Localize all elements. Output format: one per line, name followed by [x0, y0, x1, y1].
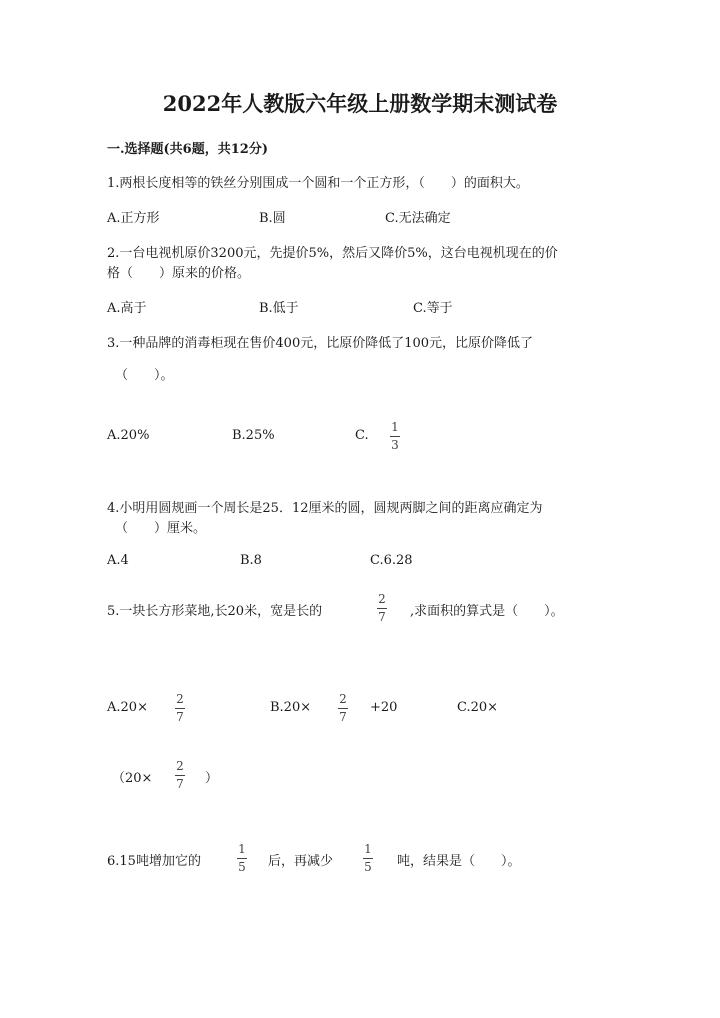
option-b: B.25%	[232, 428, 275, 443]
denominator: 7	[378, 610, 386, 624]
option-c-suffix: ）	[205, 771, 219, 786]
question-text: 1.两根长度相等的铁丝分别围成一个圆和一个正方形，（ ）的面积大。	[107, 176, 529, 191]
option-b: B.圆	[259, 211, 286, 226]
option-c: C.等于	[413, 301, 453, 316]
numerator: 2	[378, 592, 386, 606]
option-a: A.20%	[107, 428, 150, 443]
numerator: 2	[176, 759, 184, 773]
page-title: 2022年人教版六年级上册数学期末测试卷	[162, 91, 558, 116]
option-c: C.20×	[457, 700, 499, 715]
numerator: 2	[176, 692, 184, 706]
fraction	[390, 421, 400, 452]
denominator: 7	[176, 777, 184, 791]
question-text: 3.一种品牌的消毒柜现在售价400元，比原价降低了100元，比原价降低了	[107, 336, 534, 351]
numerator: 2	[339, 692, 347, 706]
fraction-bar	[390, 436, 400, 437]
fraction-bar	[377, 608, 387, 609]
question-text: 4.小明用圆规画一个周长是25．12厘米的圆，圆规两脚之间的距离应确定为	[107, 501, 543, 516]
question-text-cont: 后，再减少	[268, 854, 334, 869]
fraction-bar	[338, 708, 348, 709]
fraction-bar	[363, 858, 373, 859]
denominator: 7	[176, 710, 184, 724]
fraction-bar	[175, 708, 185, 709]
option-a: A.正方形	[107, 211, 160, 226]
denominator: 7	[339, 710, 347, 724]
question-text-cont: （ ）。	[115, 368, 174, 383]
fraction	[377, 593, 387, 624]
question-text-end: 吨，结果是（ ）。	[397, 854, 521, 869]
option-b-fraction	[338, 693, 348, 724]
option-a: A.高于	[107, 301, 147, 316]
option-c: C.无法确定	[385, 211, 451, 226]
option-b: B.8	[240, 553, 262, 568]
option-b-suffix: +20	[370, 700, 398, 715]
denominator: 5	[238, 860, 246, 874]
question-text-cont: （ ）厘米。	[115, 521, 207, 536]
option-c-fraction	[175, 760, 185, 791]
denominator: 3	[391, 438, 399, 452]
fraction-bar	[237, 858, 247, 859]
option-b: B.20×	[270, 700, 312, 715]
fraction-bar	[175, 775, 185, 776]
section-heading: 一.选择题(共6题，共12分)	[107, 142, 268, 157]
option-b: B.低于	[259, 301, 299, 316]
numerator: 1	[364, 842, 372, 856]
question-text: 5.一块长方形菜地,长20米，宽是长的	[107, 604, 323, 619]
numerator: 1	[238, 842, 246, 856]
question-text-cont: ,求面积的算式是（ ）。	[410, 604, 564, 619]
option-c: C.	[355, 428, 369, 443]
option-a: A.20×	[107, 700, 148, 715]
question-text-cont: 格（ ）原来的价格。	[107, 266, 251, 281]
option-a-fraction	[175, 693, 185, 724]
numerator: 1	[391, 420, 399, 434]
option-a: A.4	[107, 553, 129, 568]
question-text: 6.15吨增加它的	[107, 854, 201, 869]
fraction	[237, 843, 247, 874]
option-c-cont: （20×	[112, 771, 153, 786]
denominator: 5	[364, 860, 372, 874]
option-c: C.6.28	[370, 553, 413, 568]
fraction	[363, 843, 373, 874]
question-text: 2.一台电视机原价3200元，先提价5%，然后又降价5%，这台电视机现在的价	[107, 246, 558, 261]
